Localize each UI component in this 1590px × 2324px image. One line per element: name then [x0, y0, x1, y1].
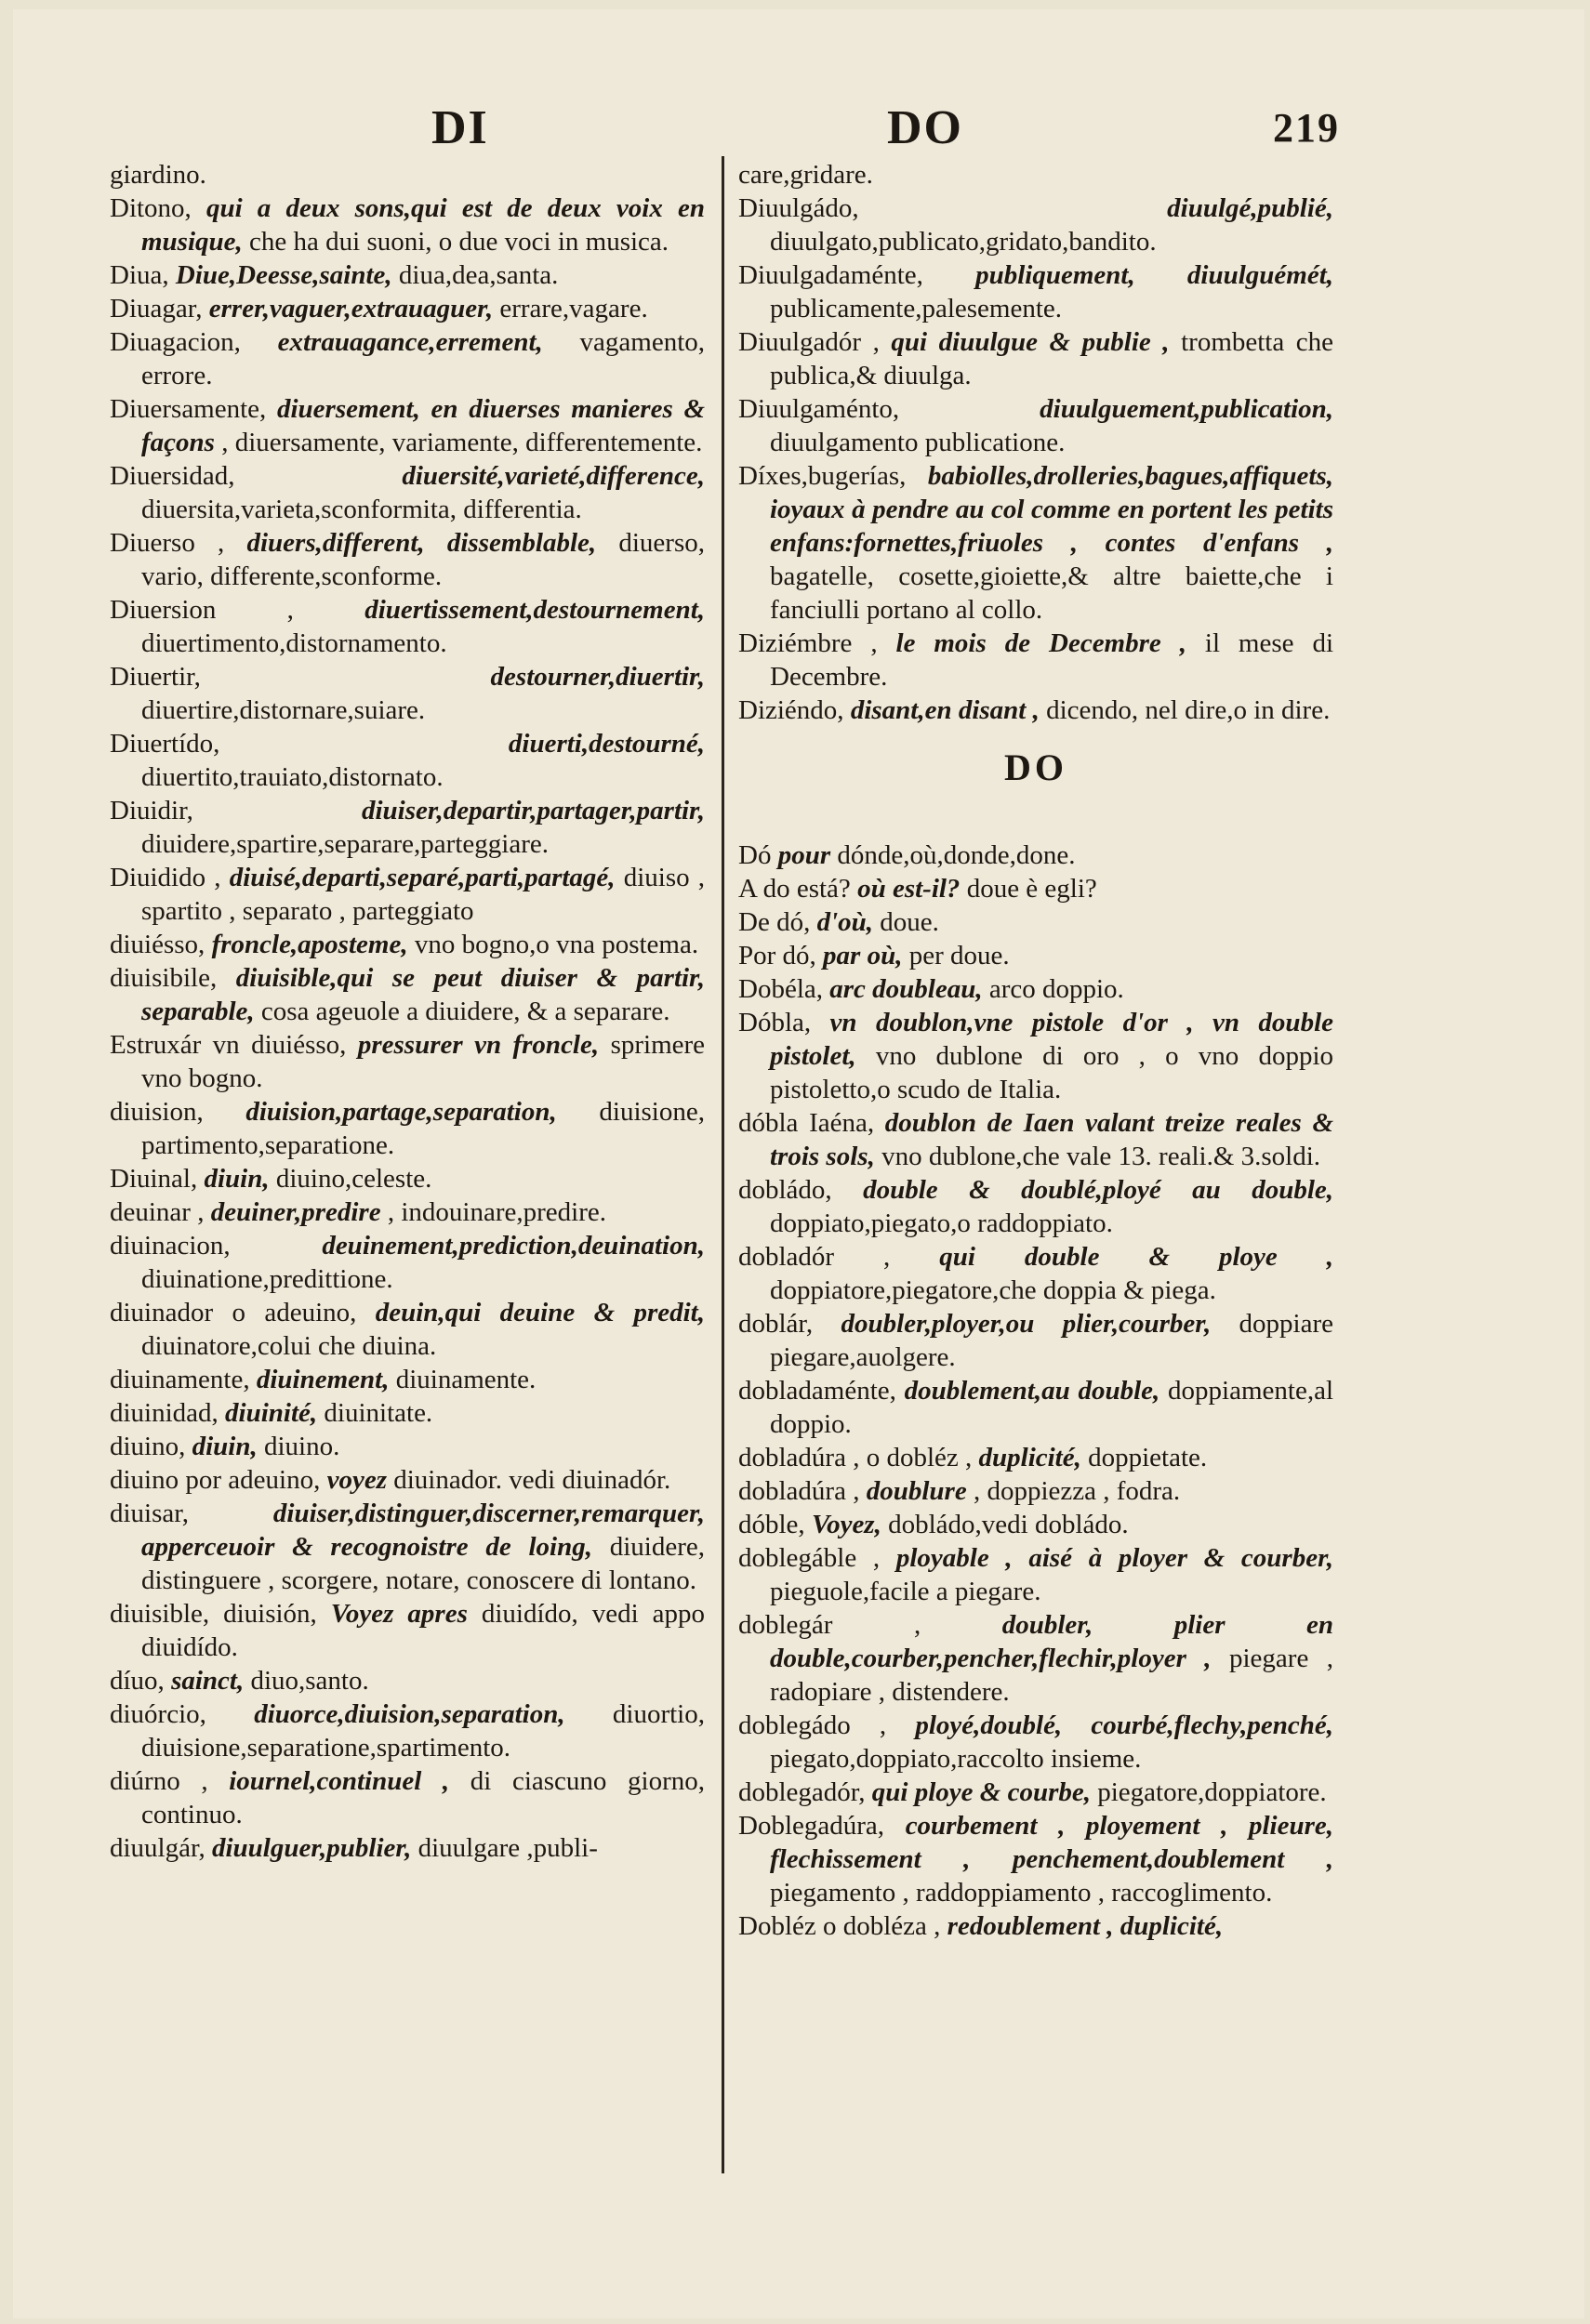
entry-headword: Diuulgádo,	[738, 193, 859, 223]
entry-italian-gloss: diuulgato,publicato,gridato,bandito.	[770, 227, 1157, 257]
dictionary-entry	[738, 693, 1333, 727]
entry-italian-gloss: cosa ageuole a diuidere, & a separare.	[260, 997, 670, 1026]
entry-italian-gloss: diuidere,spartire,separare,parteggiare.	[141, 829, 549, 859]
entry-headword: Estruxár vn diuiésso,	[110, 1030, 347, 1060]
dictionary-entry	[738, 1776, 1333, 1809]
entry-french-gloss: pressurer vn froncle,	[357, 1030, 600, 1060]
entry-headword: Por dó,	[738, 941, 816, 971]
dictionary-entry	[738, 905, 1333, 939]
entry-italian-gloss: che ha dui suoni, o due voci in musica.	[249, 227, 669, 257]
running-header-center: DO	[887, 101, 963, 154]
entry-italian-gloss: bagatelle, cosette,gioiette,& altre baiette,che i fanciulli portano al collo.	[770, 561, 1333, 625]
dictionary-entry	[110, 292, 705, 325]
entry-french-gloss: diuisé,departi,separé,parti,partagé,	[229, 863, 616, 892]
entry-italian-gloss: diuinatione,predittione.	[141, 1264, 393, 1294]
entry-french-gloss: ployable , aisé à ployer & courber,	[895, 1543, 1334, 1573]
entry-headword: Dóbla,	[738, 1008, 812, 1037]
entry-italian-gloss: doppietate.	[1088, 1443, 1208, 1472]
entry-headword: diuisibile,	[110, 963, 218, 993]
entry-italian-gloss: doppiatore,piegatore,che doppia & piega.	[770, 1275, 1216, 1305]
entry-headword: Dó	[738, 840, 772, 870]
entry-headword: diuision,	[110, 1097, 204, 1127]
entry-french-gloss: extrauagance,errement,	[277, 327, 543, 357]
running-header-left: DI	[431, 101, 489, 154]
entry-french-gloss: diuinement,	[256, 1365, 390, 1394]
entry-french-gloss: disant,en disant ,	[850, 695, 1040, 725]
dictionary-entry	[738, 1240, 1333, 1307]
dictionary-entry	[110, 191, 705, 258]
dictionary-entry	[110, 1764, 705, 1831]
entry-french-gloss: redoublement , duplicité,	[947, 1911, 1224, 1941]
entry-italian-gloss: diuinatore,colui che diuina.	[141, 1331, 437, 1361]
entry-italian-gloss: arco doppio.	[988, 974, 1124, 1004]
section-heading: DO	[1004, 746, 1067, 788]
right-column-bottom	[738, 838, 1333, 1943]
entry-french-gloss: diuin,	[192, 1432, 258, 1461]
entry-italian-gloss: diuulgamento publicatione.	[770, 428, 1066, 457]
entry-headword: Diuagacion,	[110, 327, 241, 357]
entry-headword: diuisar,	[110, 1499, 190, 1528]
entry-french-gloss: Diue,Deesse,sainte,	[175, 260, 392, 290]
page-number: 219	[1273, 105, 1340, 151]
dictionary-entry	[110, 1697, 705, 1764]
dictionary-entry	[738, 1608, 1333, 1709]
entry-french-gloss: d'où,	[816, 907, 874, 937]
entry-italian-gloss: diuinador. vedi diuinadór.	[393, 1465, 671, 1495]
dictionary-entry	[738, 459, 1333, 627]
entry-headword: Diuidir,	[110, 796, 193, 825]
right-column-top	[738, 158, 1333, 727]
entry-headword: Diuidido ,	[110, 863, 221, 892]
dictionary-entry	[110, 325, 705, 392]
entry-italian-gloss: diuisione, partimento,separatione.	[141, 1097, 705, 1160]
entry-italian-gloss: publicamente,palesemente.	[770, 294, 1063, 324]
dictionary-entry	[738, 325, 1333, 392]
entry-headword: diuiésso,	[110, 930, 205, 959]
dictionary-entry	[738, 838, 1333, 872]
entry-french-gloss: diuinité,	[225, 1398, 318, 1428]
dictionary-entry	[738, 1909, 1333, 1943]
dictionary-entry	[110, 861, 705, 928]
entry-french-gloss: qui ploye & courbe,	[871, 1777, 1091, 1807]
entry-french-gloss: destourner,diuertir,	[490, 662, 705, 692]
entry-italian-gloss: piegamento , raddoppiamento , raccoglimento.	[770, 1878, 1273, 1908]
entry-italian-gloss: diuerso, vario, differente,sconforme.	[141, 528, 705, 591]
entry-french-gloss: qui double & ploye ,	[939, 1242, 1333, 1272]
entry-headword: Diuersidad,	[110, 461, 235, 491]
entry-italian-gloss: vno dublone di oro , o vno doppio pistoletto,o scudo de Italia.	[770, 1041, 1334, 1104]
entry-headword: díuo,	[110, 1666, 165, 1696]
entry-french-gloss: duplicité,	[978, 1443, 1081, 1472]
entry-italian-gloss: dobládo,vedi dobládo.	[888, 1510, 1129, 1539]
entry-headword: doblegáble ,	[738, 1543, 881, 1573]
entry-italian-gloss: vagamento, errore.	[141, 327, 705, 390]
entry-headword: diuinador o adeuino,	[110, 1298, 357, 1327]
entry-french-gloss: diuisible,qui se peut diuiser & partir, separable,	[141, 963, 705, 1026]
dictionary-entry	[110, 392, 705, 459]
entry-french-gloss: Voyez,	[811, 1510, 881, 1539]
entry-headword: giardino.	[110, 160, 206, 190]
entry-italian-gloss: vno dublone,che vale 13. reali.& 3.soldi.	[881, 1142, 1321, 1171]
entry-italian-gloss: diua,dea,santa.	[398, 260, 559, 290]
entry-italian-gloss: diuinamente.	[395, 1365, 537, 1394]
entry-headword: diuino,	[110, 1432, 186, 1461]
dictionary-entry	[738, 1307, 1333, 1374]
dictionary-entry	[738, 1709, 1333, 1776]
entry-french-gloss: deuin,qui deuine & predit,	[375, 1298, 705, 1327]
entry-italian-gloss: piegare , radopiare , distendere.	[770, 1644, 1334, 1707]
entry-headword: diúrno ,	[110, 1766, 208, 1796]
entry-headword: Díxes,bugerías,	[738, 461, 907, 491]
entry-headword: Doblegadúra,	[738, 1811, 885, 1841]
entry-italian-gloss: diuulgare ,publi-	[417, 1833, 598, 1863]
dictionary-entry	[110, 1497, 705, 1597]
entry-italian-gloss: errare,vagare.	[499, 294, 648, 324]
entry-french-gloss: diuertissement,destournement,	[364, 595, 706, 625]
entry-french-gloss: diuision,partage,separation,	[245, 1097, 557, 1127]
dictionary-entry	[738, 1541, 1333, 1608]
entry-headword: Diuulgadaménte,	[738, 260, 923, 290]
entry-french-gloss: diuersement, en diuerses manieres & façons	[141, 394, 705, 457]
entry-french-gloss: par où,	[823, 941, 903, 971]
entry-french-gloss: doubler,ployer,ou plier,courber,	[841, 1309, 1212, 1339]
entry-italian-gloss: diuiso , spartito , separato , parteggiato	[141, 863, 706, 926]
dictionary-entry	[110, 1296, 705, 1363]
entry-french-gloss: pour	[777, 840, 831, 870]
entry-italian-gloss: diuertire,distornare,suiare.	[141, 695, 426, 725]
dictionary-entry	[110, 1396, 705, 1430]
dictionary-entry	[110, 1463, 705, 1497]
dictionary-entry	[110, 928, 705, 961]
entry-italian-gloss: diuortio, diuisione,separatione,spartimento.	[141, 1699, 705, 1763]
dictionary-entry	[110, 258, 705, 292]
entry-italian-gloss: doppiato,piegato,o raddoppiato.	[770, 1208, 1113, 1238]
dictionary-entry	[738, 1474, 1333, 1508]
dictionary-entry	[738, 191, 1333, 258]
entry-italian-gloss: diuinitate.	[324, 1398, 433, 1428]
dictionary-entry	[110, 526, 705, 593]
dictionary-entry	[110, 727, 705, 794]
entry-italian-gloss: pieguole,facile a piegare.	[770, 1577, 1041, 1606]
entry-headword: dobladúra , o dobléz ,	[738, 1443, 973, 1472]
entry-french-gloss: ployé,doublé, courbé,flechy,penché,	[915, 1710, 1333, 1740]
entry-headword: Diuertído,	[110, 729, 220, 759]
entry-headword: diuulgár,	[110, 1833, 205, 1863]
entry-headword: Diuertir,	[110, 662, 201, 692]
entry-french-gloss: diuin,	[204, 1164, 270, 1194]
dictionary-entry	[110, 660, 705, 727]
entry-headword: Diuagar,	[110, 294, 203, 324]
entry-french-gloss: publiquement, diuulguémét,	[975, 260, 1334, 290]
entry-italian-gloss: trombetta che publica,& diuulga.	[770, 327, 1334, 390]
entry-headword: dóbla Iaéna,	[738, 1108, 875, 1138]
dictionary-entry	[110, 961, 705, 1028]
entry-headword: deuinar ,	[110, 1197, 205, 1227]
entry-french-gloss: doublon de Iaen valant treize reales & trois sols,	[770, 1108, 1333, 1171]
entry-french-gloss: voyez	[326, 1465, 387, 1495]
entry-headword: Diziémbre ,	[738, 628, 878, 658]
dictionary-entry	[110, 1195, 705, 1229]
entry-headword: diuórcio,	[110, 1699, 206, 1729]
entry-headword: Dobléz o dobléza ,	[738, 1911, 941, 1941]
dictionary-entry	[738, 627, 1333, 693]
entry-italian-gloss: dónde,où,donde,done.	[837, 840, 1076, 870]
entry-headword: Diua,	[110, 260, 169, 290]
entry-headword: diuinidad,	[110, 1398, 219, 1428]
entry-headword: Diuerso ,	[110, 528, 225, 558]
entry-italian-gloss: diuertito,trauiato,distornato.	[141, 762, 444, 792]
entry-italian-gloss: diuino.	[264, 1432, 340, 1461]
entry-headword: dobladúra ,	[738, 1476, 860, 1506]
entry-headword: diuinacion,	[110, 1231, 231, 1261]
dictionary-entry	[110, 1430, 705, 1463]
entry-headword: doblegádo ,	[738, 1710, 887, 1740]
entry-italian-gloss: di ciascuno giorno, continuo.	[141, 1766, 706, 1829]
entry-french-gloss: diuerti,destourné,	[508, 729, 705, 759]
entry-italian-gloss: doppiare piegare,auolgere.	[770, 1309, 1334, 1372]
dictionary-entry	[738, 1809, 1333, 1909]
dictionary-entry	[738, 972, 1333, 1006]
dictionary-entry	[110, 1095, 705, 1162]
entry-headword: Diuersion ,	[110, 595, 294, 625]
entry-french-gloss: diuulguement,publication,	[1040, 394, 1333, 424]
entry-italian-gloss: , doppiezza , fodra.	[973, 1476, 1181, 1506]
entry-headword: A do está?	[738, 874, 851, 904]
entry-headword: Ditono,	[110, 193, 192, 223]
entry-italian-gloss: , diuersamente, variamente, differentemente.	[221, 428, 703, 457]
entry-italian-gloss: diuertimento,distornamento.	[141, 628, 447, 658]
entry-headword: diuino por adeuino,	[110, 1465, 321, 1495]
dictionary-entry	[738, 1173, 1333, 1240]
dictionary-entry	[110, 1162, 705, 1195]
entry-french-gloss: qui a deux sons,qui est de deux voix en musique,	[141, 193, 705, 257]
dictionary-entry	[738, 1508, 1333, 1541]
dictionary-page	[13, 9, 1584, 2318]
entry-french-gloss: diuulgé,publié,	[1167, 193, 1333, 223]
entry-french-gloss: diuers,different, dissemblable,	[246, 528, 597, 558]
entry-french-gloss: froncle,aposteme,	[211, 930, 408, 959]
dictionary-entry	[110, 158, 705, 191]
entry-french-gloss: doublement,au double,	[904, 1376, 1160, 1406]
entry-french-gloss: diuiser,distinguer,discerner,remarquer, apperceuoir & recognoistre de loing,	[141, 1499, 705, 1562]
entry-french-gloss: iournel,continuel ,	[229, 1766, 450, 1796]
dictionary-entry	[110, 1831, 705, 1865]
entry-headword: De dó,	[738, 907, 811, 937]
entry-headword: dóble,	[738, 1510, 805, 1539]
entry-headword: doblegadór,	[738, 1777, 866, 1807]
entry-headword: Diuersamente,	[110, 394, 267, 424]
entry-italian-gloss: diuersita,varieta,sconformita, differentia.	[141, 495, 582, 524]
entry-headword: care,gridare.	[738, 160, 873, 190]
right-column	[738, 158, 1333, 1943]
entry-italian-gloss: , indouinare,predire.	[387, 1197, 606, 1227]
entry-italian-gloss: diuidere, distinguere , scorgere, notare, conoscere di lontano.	[141, 1532, 705, 1595]
entry-french-gloss: babiolles,drolleries,bagues,affiquets, ioyaux à pendre au col comme en portent les petits enfans:fornettes,friuoles , contes d'enfans ,	[770, 461, 1333, 558]
dictionary-entry	[738, 939, 1333, 972]
entry-italian-gloss: il mese di Decembre.	[770, 628, 1334, 692]
dictionary-entry	[738, 1441, 1333, 1474]
dictionary-entry	[738, 158, 1333, 191]
entry-headword: doblegár ,	[738, 1610, 921, 1640]
entry-italian-gloss: doue è egli?	[966, 874, 1097, 904]
entry-french-gloss: doublure	[866, 1476, 967, 1506]
entry-french-gloss: diuulguer,publier,	[211, 1833, 412, 1863]
entry-french-gloss: Voyez apres	[330, 1599, 468, 1629]
dictionary-entry	[738, 872, 1333, 905]
entry-french-gloss: arc doubleau,	[829, 974, 983, 1004]
entry-italian-gloss: piegato,doppiato,raccolto insieme.	[770, 1744, 1142, 1774]
dictionary-entry	[110, 1664, 705, 1697]
entry-french-gloss: courbement , ployement , plieure, flechissement , penchement,doublement ,	[770, 1811, 1333, 1874]
entry-french-gloss: double & doublé,ployé au double,	[863, 1175, 1333, 1205]
entry-headword: dobladaménte,	[738, 1376, 896, 1406]
entry-headword: Diuinal,	[110, 1164, 198, 1194]
entry-french-gloss: où est-il?	[857, 874, 961, 904]
entry-french-gloss: diuorce,diuision,separation,	[254, 1699, 565, 1729]
entry-italian-gloss: per doue.	[908, 941, 1010, 971]
entry-headword: diuisible, diuisión,	[110, 1599, 317, 1629]
dictionary-entry	[110, 1597, 705, 1664]
entry-french-gloss: deuinement,prediction,deuination,	[322, 1231, 705, 1261]
entry-headword: dobládo,	[738, 1175, 832, 1205]
entry-italian-gloss: diuidído, vedi appo diuidído.	[141, 1599, 705, 1662]
dictionary-entry	[738, 1106, 1333, 1173]
entry-italian-gloss: doue.	[880, 907, 939, 937]
dictionary-entry	[110, 1028, 705, 1095]
entry-italian-gloss: piegatore,doppiatore.	[1097, 1777, 1327, 1807]
entry-french-gloss: qui diuulgue & publie ,	[891, 327, 1170, 357]
dictionary-entry	[110, 459, 705, 526]
entry-headword: doblár,	[738, 1309, 814, 1339]
entry-french-gloss: diuiser,departir,partager,partir,	[361, 796, 705, 825]
entry-italian-gloss: sprimere vno bogno.	[141, 1030, 706, 1093]
entry-italian-gloss: doppiamente,al doppio.	[770, 1376, 1333, 1439]
entry-headword: dobladór ,	[738, 1242, 891, 1272]
entry-italian-gloss: diuo,santo.	[250, 1666, 369, 1696]
entry-french-gloss: le mois de Decembre ,	[895, 628, 1186, 658]
entry-french-gloss: diuersité,varieté,difference,	[402, 461, 705, 491]
entry-french-gloss: errer,vaguer,extrauaguer,	[208, 294, 494, 324]
entry-french-gloss: deuiner,predire	[210, 1197, 381, 1227]
dictionary-entry	[738, 392, 1333, 459]
entry-italian-gloss: diuino,celeste.	[275, 1164, 432, 1194]
entry-headword: Dobéla,	[738, 974, 823, 1004]
dictionary-entry	[738, 1006, 1333, 1106]
entry-italian-gloss: vno bogno,o vna postema.	[414, 930, 699, 959]
dictionary-entry	[110, 1229, 705, 1296]
dictionary-entry	[110, 593, 705, 660]
entry-headword: Diuulgaménto,	[738, 394, 900, 424]
dictionary-entry	[110, 1363, 705, 1396]
entry-italian-gloss: dicendo, nel dire,o in dire.	[1046, 695, 1331, 725]
dictionary-entry	[110, 794, 705, 861]
left-column	[110, 158, 705, 1865]
column-divider	[722, 156, 724, 2173]
entry-headword: Diziéndo,	[738, 695, 844, 725]
entry-french-gloss: doubler, plier en double,courber,pencher,flechir,ployer ,	[770, 1610, 1334, 1673]
entry-headword: diuinamente,	[110, 1365, 250, 1394]
entry-french-gloss: sainct,	[171, 1666, 245, 1696]
dictionary-entry	[738, 1374, 1333, 1441]
entry-french-gloss: vn doublon,vne pistole d'or , vn double pistolet,	[770, 1008, 1333, 1071]
entry-headword: Diuulgadór ,	[738, 327, 880, 357]
dictionary-entry	[738, 258, 1333, 325]
